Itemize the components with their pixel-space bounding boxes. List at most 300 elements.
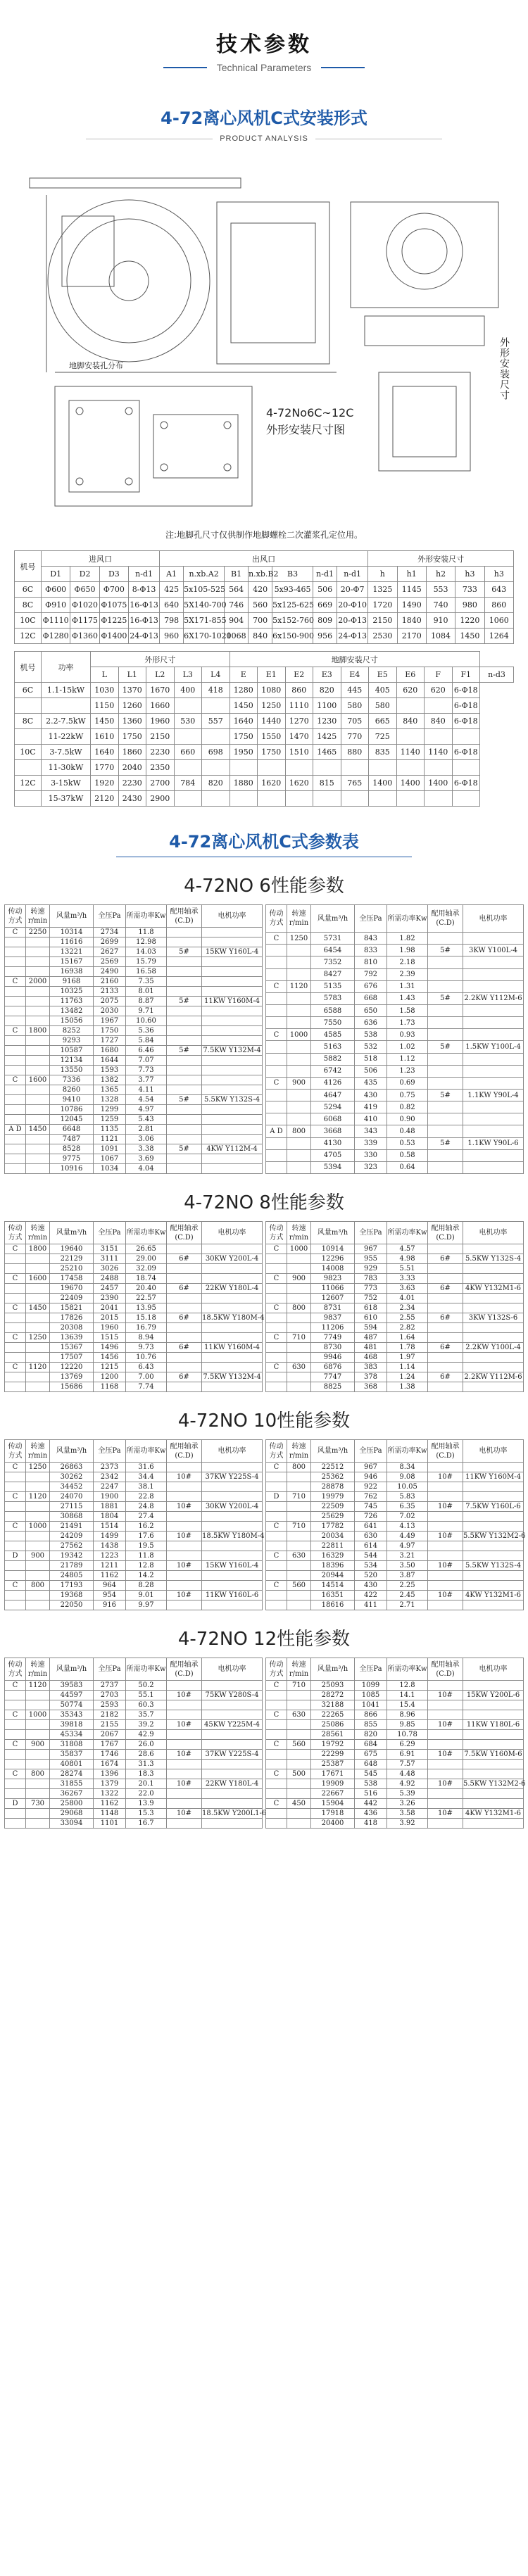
performance-row <box>266 1161 524 1173</box>
performance-cell <box>287 945 311 956</box>
performance-cell <box>266 956 287 968</box>
performance-cell <box>287 1149 311 1161</box>
performance-cell: 967 <box>355 1244 387 1254</box>
performance-cell: 2.25 <box>387 1581 428 1591</box>
performance-cell <box>463 1819 524 1829</box>
performance-cell: 4.01 <box>387 1294 428 1303</box>
performance-cell <box>202 937 263 947</box>
performance-cell <box>266 1041 287 1053</box>
performance-cell: 419 <box>355 1101 387 1113</box>
performance-cell <box>428 1382 463 1392</box>
performance-cell <box>266 1561 287 1571</box>
performance-cell: 618 <box>355 1303 387 1313</box>
performance-cell: 17193 <box>50 1581 94 1591</box>
performance-cell <box>5 1164 26 1174</box>
table-cell: 560 <box>249 598 272 613</box>
table-cell: 820 <box>313 683 341 698</box>
performance-cell: 800 <box>26 1769 50 1779</box>
performance-cell: 15.79 <box>126 957 167 967</box>
performance-cell: 1.5KW Y100L-4 <box>463 1041 524 1053</box>
performance-header-cell: 所需功率Kw <box>126 1222 167 1244</box>
table-cell: 1610 <box>91 729 119 745</box>
performance-cell <box>5 947 26 957</box>
performance-cell <box>287 1760 311 1769</box>
table-cell: 20-Φ10 <box>337 598 368 613</box>
performance-cell <box>202 1135 263 1144</box>
performance-cell: 0.69 <box>387 1077 428 1089</box>
performance-cell: 10# <box>167 1691 202 1700</box>
performance-cell: 1120 <box>26 1492 50 1502</box>
table-cell: 12C <box>15 629 42 644</box>
performance-cell: C <box>5 1333 26 1343</box>
performance-cell <box>287 1294 311 1303</box>
performance-cell <box>5 1561 26 1571</box>
performance-row <box>5 1154 263 1164</box>
performance-cell: 10.60 <box>126 1016 167 1026</box>
performance-cell: 32188 <box>311 1700 355 1710</box>
performance-cell <box>5 1532 26 1541</box>
performance-cell <box>202 1353 263 1363</box>
foot-head-base: 地脚安装尺寸 <box>230 652 480 667</box>
performance-cell: 1.14 <box>387 1363 428 1372</box>
performance-cell <box>5 1789 26 1799</box>
table-cell: 809 <box>313 613 337 629</box>
performance-table <box>265 904 524 1174</box>
performance-cell <box>266 1730 287 1740</box>
performance-cell <box>266 1512 287 1522</box>
performance-cell <box>266 1372 287 1382</box>
performance-cell: 16.2 <box>126 1522 167 1532</box>
performance-section-title: 4-72NO 6性能参数 <box>184 876 344 897</box>
performance-header-cell: 风量m³/h <box>311 1658 355 1681</box>
performance-table-pair <box>0 904 528 1174</box>
foot-row <box>15 729 514 745</box>
performance-row <box>266 968 524 980</box>
performance-cell: 21491 <box>50 1522 94 1532</box>
performance-row <box>266 1760 524 1769</box>
performance-cell <box>167 1085 202 1095</box>
performance-cell: 31.3 <box>126 1760 167 1769</box>
performance-cell <box>202 1056 263 1066</box>
performance-header-cell: 全压Pa <box>94 905 126 928</box>
table-cell: 1140 <box>425 745 453 760</box>
performance-cell <box>428 1760 463 1769</box>
performance-cell: 7336 <box>50 1075 94 1085</box>
performance-cell: C <box>266 1274 287 1284</box>
table-cell <box>15 698 42 714</box>
table-cell: 1620 <box>285 776 313 791</box>
performance-cell <box>26 1382 50 1392</box>
table-cell: 6x150-900 <box>272 629 313 644</box>
performance-cell: 1.24 <box>387 1372 428 1382</box>
table-cell: 1450 <box>230 698 258 714</box>
performance-cell <box>463 1581 524 1591</box>
performance-cell: 5.5KW Y132M2-6 <box>463 1532 526 1540</box>
performance-cell <box>287 1254 311 1264</box>
performance-cell: 28878 <box>311 1482 355 1492</box>
performance-cell: 10914 <box>311 1244 355 1254</box>
table-cell: 1920 <box>91 776 119 791</box>
performance-cell: 8.34 <box>387 1463 428 1472</box>
drawing-note-small: 地脚安装孔分布 <box>69 361 123 370</box>
performance-row <box>5 1760 263 1769</box>
performance-cell: C <box>266 1551 287 1561</box>
performance-cell: C <box>266 1799 287 1809</box>
performance-row <box>5 1750 263 1760</box>
performance-cell: 1.58 <box>387 1005 428 1017</box>
performance-cell <box>428 956 463 968</box>
performance-cell <box>463 1303 524 1313</box>
table-cell: 1.1-15kW <box>42 683 91 698</box>
performance-cell: 430 <box>355 1581 387 1591</box>
performance-row <box>266 1463 524 1472</box>
performance-cell: 5294 <box>311 1101 355 1113</box>
performance-cell <box>26 1372 50 1382</box>
table-cell: 1450 <box>91 714 119 729</box>
performance-row <box>266 1600 524 1610</box>
performance-row <box>266 956 524 968</box>
table-cell: 880 <box>341 745 369 760</box>
performance-cell: 9.08 <box>387 1472 428 1482</box>
performance-cell <box>287 1789 311 1799</box>
performance-row <box>266 1730 524 1740</box>
performance-cell: 13482 <box>50 1006 94 1016</box>
performance-cell: 7.02 <box>387 1512 428 1522</box>
performance-cell <box>266 1353 287 1363</box>
performance-row <box>266 1541 524 1551</box>
table-cell: 1068 <box>225 629 249 644</box>
performance-cell: 2015 <box>94 1313 126 1323</box>
performance-cell <box>202 1036 263 1046</box>
performance-cell <box>428 1363 463 1372</box>
performance-cell <box>26 1532 50 1541</box>
performance-row <box>266 1113 524 1125</box>
performance-row <box>5 1046 263 1056</box>
performance-cell: 10.05 <box>387 1482 428 1492</box>
performance-header-cell: 配用轴承(C.D) <box>167 1222 202 1244</box>
performance-cell: 15821 <box>50 1303 94 1313</box>
performance-cell <box>5 1720 26 1730</box>
performance-cell: 6588 <box>311 1005 355 1017</box>
performance-cell <box>202 1075 263 1085</box>
table-cell: 8C <box>15 598 42 613</box>
performance-cell <box>428 1482 463 1492</box>
table-cell: 3-7.5kW <box>42 745 91 760</box>
dim-head-outlet: 出风口 <box>160 551 368 567</box>
performance-cell <box>428 1264 463 1274</box>
performance-cell <box>463 1681 524 1691</box>
performance-cell: 1259 <box>94 1115 126 1125</box>
performance-cell <box>5 1105 26 1115</box>
performance-cell: 1120 <box>26 1681 50 1691</box>
performance-cell: 17826 <box>50 1313 94 1323</box>
performance-cell: 4.57 <box>387 1244 428 1254</box>
performance-row <box>5 1482 263 1492</box>
performance-cell <box>463 1244 524 1254</box>
performance-cell <box>26 1313 50 1323</box>
performance-cell <box>5 1066 26 1075</box>
performance-cell: 6.43 <box>126 1363 167 1372</box>
performance-cell <box>463 1125 524 1137</box>
performance-cell: 1515 <box>94 1333 126 1343</box>
performance-cell <box>266 992 287 1004</box>
performance-cell <box>428 1740 463 1750</box>
performance-cell <box>428 1353 463 1363</box>
performance-row <box>266 1363 524 1372</box>
performance-cell <box>202 1085 263 1095</box>
performance-cell: 9775 <box>50 1154 94 1164</box>
performance-cell: 7.35 <box>126 977 167 987</box>
performance-cell: 26.65 <box>126 1244 167 1254</box>
performance-row <box>266 1323 524 1333</box>
performance-cell: 9293 <box>50 1036 94 1046</box>
foot-table-body <box>15 683 514 807</box>
table-cell <box>425 729 453 745</box>
table-cell: 1230 <box>313 714 341 729</box>
performance-cell: 410 <box>355 1113 387 1125</box>
performance-cell: 6.29 <box>387 1740 428 1750</box>
table-cell: 860 <box>484 598 513 613</box>
performance-cell <box>266 1323 287 1333</box>
performance-cell: 955 <box>355 1254 387 1264</box>
performance-header-cell: 全压Pa <box>355 1658 387 1681</box>
drawing-bolt-hole <box>161 464 168 471</box>
install-title: 4-72离心风机C式安装形式 <box>161 108 367 128</box>
table-cell <box>425 760 453 776</box>
performance-cell <box>167 1522 202 1532</box>
performance-cell <box>463 1274 524 1284</box>
performance-cell <box>428 1581 463 1591</box>
performance-cell: 8.87 <box>126 997 167 1006</box>
performance-header-cell: 风量m³/h <box>50 1222 94 1244</box>
table-cell: 15-37kW <box>42 791 91 807</box>
table-cell: 1770 <box>91 760 119 776</box>
table-cell: 1110 <box>285 698 313 714</box>
performance-cell: 4KW Y132M1-6 <box>463 1591 524 1600</box>
performance-cell: 3151 <box>94 1244 126 1254</box>
foundation-note: 注:地脚孔尺寸仅供制作地脚螺栓二次灌浆孔定位用。 <box>165 530 363 540</box>
performance-header-cell: 全压Pa <box>94 1658 126 1681</box>
performance-cell: 12607 <box>311 1294 355 1303</box>
performance-cell <box>167 1164 202 1174</box>
performance-row <box>266 1502 524 1512</box>
table-cell: 6C <box>15 683 42 698</box>
performance-row <box>266 1149 524 1161</box>
performance-header-cell: 转速r/min <box>287 1658 311 1681</box>
performance-cell: 4130 <box>311 1137 355 1149</box>
performance-cell: 10587 <box>50 1046 94 1056</box>
performance-cell <box>167 1819 202 1829</box>
performance-cell: 6# <box>428 1372 463 1382</box>
performance-cell: 42.9 <box>126 1730 167 1740</box>
performance-cell: 5.5KW Y132S-4 <box>463 1254 524 1264</box>
performance-header-cell: 转速r/min <box>26 1222 50 1244</box>
performance-header-cell: 全压Pa <box>94 1440 126 1463</box>
performance-cell <box>5 1154 26 1164</box>
performance-cell: 10314 <box>50 928 94 937</box>
performance-cell <box>5 1382 26 1392</box>
performance-cell <box>202 1382 263 1392</box>
performance-cell <box>287 968 311 980</box>
performance-cell: 15056 <box>50 1016 94 1026</box>
performance-cell: 2247 <box>94 1482 126 1492</box>
performance-cell: 4.13 <box>387 1522 428 1532</box>
performance-cell: 7.5KW Y160L-6 <box>463 1502 524 1512</box>
performance-cell <box>463 1029 524 1041</box>
performance-cell: 34.4 <box>126 1472 167 1482</box>
performance-cell <box>202 1006 263 1016</box>
performance-cell <box>266 1720 287 1730</box>
performance-cell: 18616 <box>311 1600 355 1610</box>
performance-cell: 31855 <box>50 1779 94 1789</box>
performance-cell: 17918 <box>311 1809 355 1819</box>
performance-cell <box>202 1819 263 1829</box>
table-cell: 700 <box>249 613 272 629</box>
performance-row <box>266 1809 524 1819</box>
performance-cell: 14.1 <box>387 1691 428 1700</box>
performance-cell: 2.82 <box>387 1323 428 1333</box>
performance-section-title: 4-72NO 12性能参数 <box>177 1629 351 1650</box>
performance-cell: 3.77 <box>126 1075 167 1085</box>
table-cell: 815 <box>313 776 341 791</box>
performance-cell: 10# <box>167 1561 202 1571</box>
performance-cell <box>202 1710 263 1720</box>
performance-cell: 500 <box>287 1769 311 1779</box>
performance-cell <box>5 1591 26 1600</box>
performance-row <box>266 1353 524 1363</box>
performance-cell: 10# <box>167 1779 202 1789</box>
performance-cell <box>463 1005 524 1017</box>
performance-row <box>5 1779 263 1789</box>
performance-cell <box>463 1551 524 1561</box>
performance-cell <box>463 1101 524 1113</box>
performance-cell <box>26 957 50 967</box>
table-cell: 530 <box>174 714 202 729</box>
performance-cell: 8.96 <box>387 1710 428 1720</box>
performance-row <box>5 1809 263 1819</box>
table-cell: Φ650 <box>70 582 99 598</box>
dim-col: h3 <box>455 567 484 582</box>
performance-cell <box>26 1056 50 1066</box>
table-cell: 665 <box>369 714 397 729</box>
performance-cell: 745 <box>355 1502 387 1512</box>
performance-cell: 1881 <box>94 1502 126 1512</box>
performance-row <box>5 1026 263 1036</box>
performance-cell: 24070 <box>50 1492 94 1502</box>
performance-cell: 22811 <box>311 1541 355 1551</box>
performance-cell <box>202 1066 263 1075</box>
performance-cell: 2.34 <box>387 1303 428 1313</box>
performance-cell: 15904 <box>311 1799 355 1809</box>
performance-cell <box>428 1323 463 1333</box>
performance-cell: 24209 <box>50 1532 94 1541</box>
performance-cell: 14.03 <box>126 947 167 957</box>
drawing-caption-line1: 4-72No6C~12C <box>266 406 354 419</box>
performance-cell: 10# <box>428 1591 463 1600</box>
performance-cell <box>26 1264 50 1274</box>
performance-cell <box>26 1343 50 1353</box>
performance-cell: 10# <box>167 1532 202 1541</box>
performance-cell: 5731 <box>311 933 355 945</box>
performance-cell: 6.91 <box>387 1750 428 1760</box>
performance-cell <box>26 1561 50 1571</box>
performance-cell: 1800 <box>26 1244 50 1254</box>
performance-cell: 20400 <box>311 1819 355 1829</box>
performance-header-cell: 配用轴承(C.D) <box>167 1440 202 1463</box>
performance-cell: C <box>5 1710 26 1720</box>
table-cell: 6X170-1020 <box>184 629 225 644</box>
dim-col: D1 <box>42 567 70 582</box>
table-cell: 2120 <box>91 791 119 807</box>
performance-cell: 487 <box>355 1333 387 1343</box>
performance-cell <box>463 1512 524 1522</box>
performance-cell <box>287 1720 311 1730</box>
performance-cell: 1727 <box>94 1036 126 1046</box>
performance-cell <box>287 1700 311 1710</box>
performance-cell: 19909 <box>311 1779 355 1789</box>
performance-cell <box>463 1353 524 1363</box>
performance-cell: 5# <box>167 1095 202 1105</box>
performance-row <box>5 1294 263 1303</box>
performance-cell <box>287 1532 311 1541</box>
performance-cell: 9168 <box>50 977 94 987</box>
performance-cell <box>5 1779 26 1789</box>
performance-cell: 922 <box>355 1482 387 1492</box>
performance-cell: 5.36 <box>126 1026 167 1036</box>
performance-cell: C <box>5 928 26 937</box>
performance-cell: 17671 <box>311 1769 355 1779</box>
drawing-caption <box>266 405 353 438</box>
performance-row <box>5 1581 263 1591</box>
performance-cell <box>167 1323 202 1333</box>
performance-cell: 726 <box>355 1512 387 1522</box>
performance-cell: 7.5KW Y160M-6 <box>464 1750 522 1758</box>
performance-cell: 1804 <box>94 1512 126 1522</box>
performance-cell: 468 <box>355 1353 387 1363</box>
performance-cell: 1200 <box>94 1372 126 1382</box>
table-cell <box>396 760 425 776</box>
performance-row <box>5 1720 263 1730</box>
table-cell: Φ910 <box>42 598 70 613</box>
performance-cell: 27562 <box>50 1541 94 1551</box>
performance-cell: 4126 <box>311 1077 355 1089</box>
performance-cell <box>428 1799 463 1809</box>
performance-cell <box>167 1075 202 1085</box>
performance-row <box>5 1363 263 1372</box>
performance-row <box>5 1541 263 1551</box>
table-cell: Φ1020 <box>70 598 99 613</box>
table-cell: 620 <box>425 683 453 698</box>
dim-col: B1 <box>225 567 249 582</box>
foot-col: L4 <box>202 667 230 683</box>
performance-cell: 675 <box>355 1750 387 1760</box>
performance-cell <box>202 1760 263 1769</box>
drawing-side-note: 外形安装尺寸 <box>498 337 510 400</box>
performance-cell <box>202 1492 263 1502</box>
dim-col: h1 <box>397 567 426 582</box>
performance-cell: 10# <box>167 1750 202 1760</box>
table-cell: 1750 <box>118 729 146 745</box>
dimension-row <box>15 629 514 644</box>
performance-cell: 710 <box>287 1522 311 1532</box>
performance-cell: 6454 <box>311 945 355 956</box>
table-cell: 1325 <box>368 582 397 598</box>
performance-cell: 5394 <box>311 1161 355 1173</box>
performance-cell: 1.78 <box>387 1343 428 1353</box>
table-cell <box>15 729 42 745</box>
performance-sections <box>0 871 528 1829</box>
performance-cell <box>287 1053 311 1065</box>
